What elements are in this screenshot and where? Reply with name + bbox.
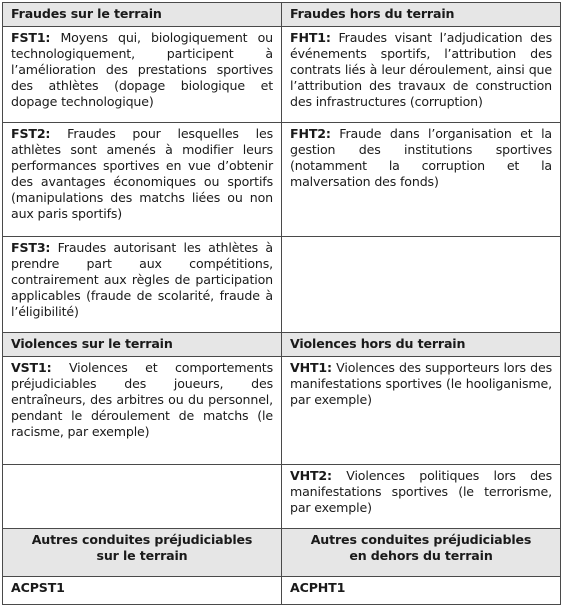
cell-text: Violences politiques lors des manifestations sportives (le terrorisme, par exemple) [290, 468, 552, 515]
header-line: Autres conduites préjudiciables [31, 532, 253, 547]
header-row-violences [3, 333, 561, 357]
code-label: FHT1: [290, 30, 331, 45]
header-fraudes-sur-le-terrain: Fraudes sur le terrain [3, 3, 282, 27]
code-label: FST2: [11, 126, 51, 141]
cell-acpst1: ACPST1 [3, 577, 282, 605]
header-line: en dehors du terrain [349, 548, 493, 563]
cell-fst3 [3, 237, 282, 333]
code-label: VHT1: [290, 360, 332, 375]
empty-cell [282, 237, 561, 333]
table-row [3, 465, 561, 529]
cell-vst1 [3, 357, 282, 465]
code-label: VST1: [11, 360, 52, 375]
cell-text: Fraude dans l’organisation et la gestion des institutions sportives (notamment la corruption et la malversation des fonds) [290, 126, 552, 189]
typology-table [2, 2, 561, 605]
cell-text: Fraudes visant l’adjudication des événements sportifs, l’attribution des contrats liés à leur déroulement, ainsi que l’attribution des travaux de construction des infrastructures (corruption) [290, 30, 552, 109]
cell-text: Fraudes autorisant les athlètes à prendre part aux compétitions, contrairement aux règles de participation applicables (fraude de scolarité, fraude à l’éligibilité) [11, 240, 273, 319]
header-violences-sur-le-terrain: Violences sur le terrain [3, 333, 282, 357]
cell-fht2 [282, 123, 561, 237]
header-fraudes-hors-du-terrain: Fraudes hors du terrain [282, 3, 561, 27]
header-autres-sur-le-terrain [3, 529, 282, 577]
table-row [3, 577, 561, 605]
cell-fht1 [282, 27, 561, 123]
table-row [3, 123, 561, 237]
header-autres-en-dehors-du-terrain [282, 529, 561, 577]
cell-vht2 [282, 465, 561, 529]
header-line: Autres conduites préjudiciables [310, 532, 532, 547]
header-row-autres [3, 529, 561, 577]
cell-acpht1: ACPHT1 [282, 577, 561, 605]
header-row-fraudes [3, 3, 561, 27]
cell-fst2 [3, 123, 282, 237]
empty-cell [3, 465, 282, 529]
cell-vht1 [282, 357, 561, 465]
cell-text: Moyens qui, biologiquement ou technologiquement, participent à l’amélioration des prestations sportives des athlètes (dopage biologique et dopage technologique) [11, 30, 273, 109]
table-row [3, 27, 561, 123]
code-label: VHT2: [290, 468, 332, 483]
header-line: sur le terrain [96, 548, 188, 563]
table-row [3, 237, 561, 333]
cell-text: Violences des supporteurs lors des manifestations sportives (le hooliganisme, par exemple) [290, 360, 552, 407]
cell-fst1 [3, 27, 282, 123]
code-label: FST1: [11, 30, 51, 45]
cell-text: Violences et comportements préjudiciables des joueurs, des entraîneurs, des arbitres ou du personnel, pendant le déroulement de matchs (le racisme, par exemple) [11, 360, 273, 439]
cell-text: Fraudes pour lesquelles les athlètes sont amenés à modifier leurs performances sportives en vue d’obtenir des avantages économiques ou sportifs (manipulations des matchs liées ou non aux paris sportifs) [11, 126, 273, 221]
header-violences-hors-du-terrain: Violences hors du terrain [282, 333, 561, 357]
table-row [3, 357, 561, 465]
code-label: FST3: [11, 240, 51, 255]
code-label: FHT2: [290, 126, 331, 141]
